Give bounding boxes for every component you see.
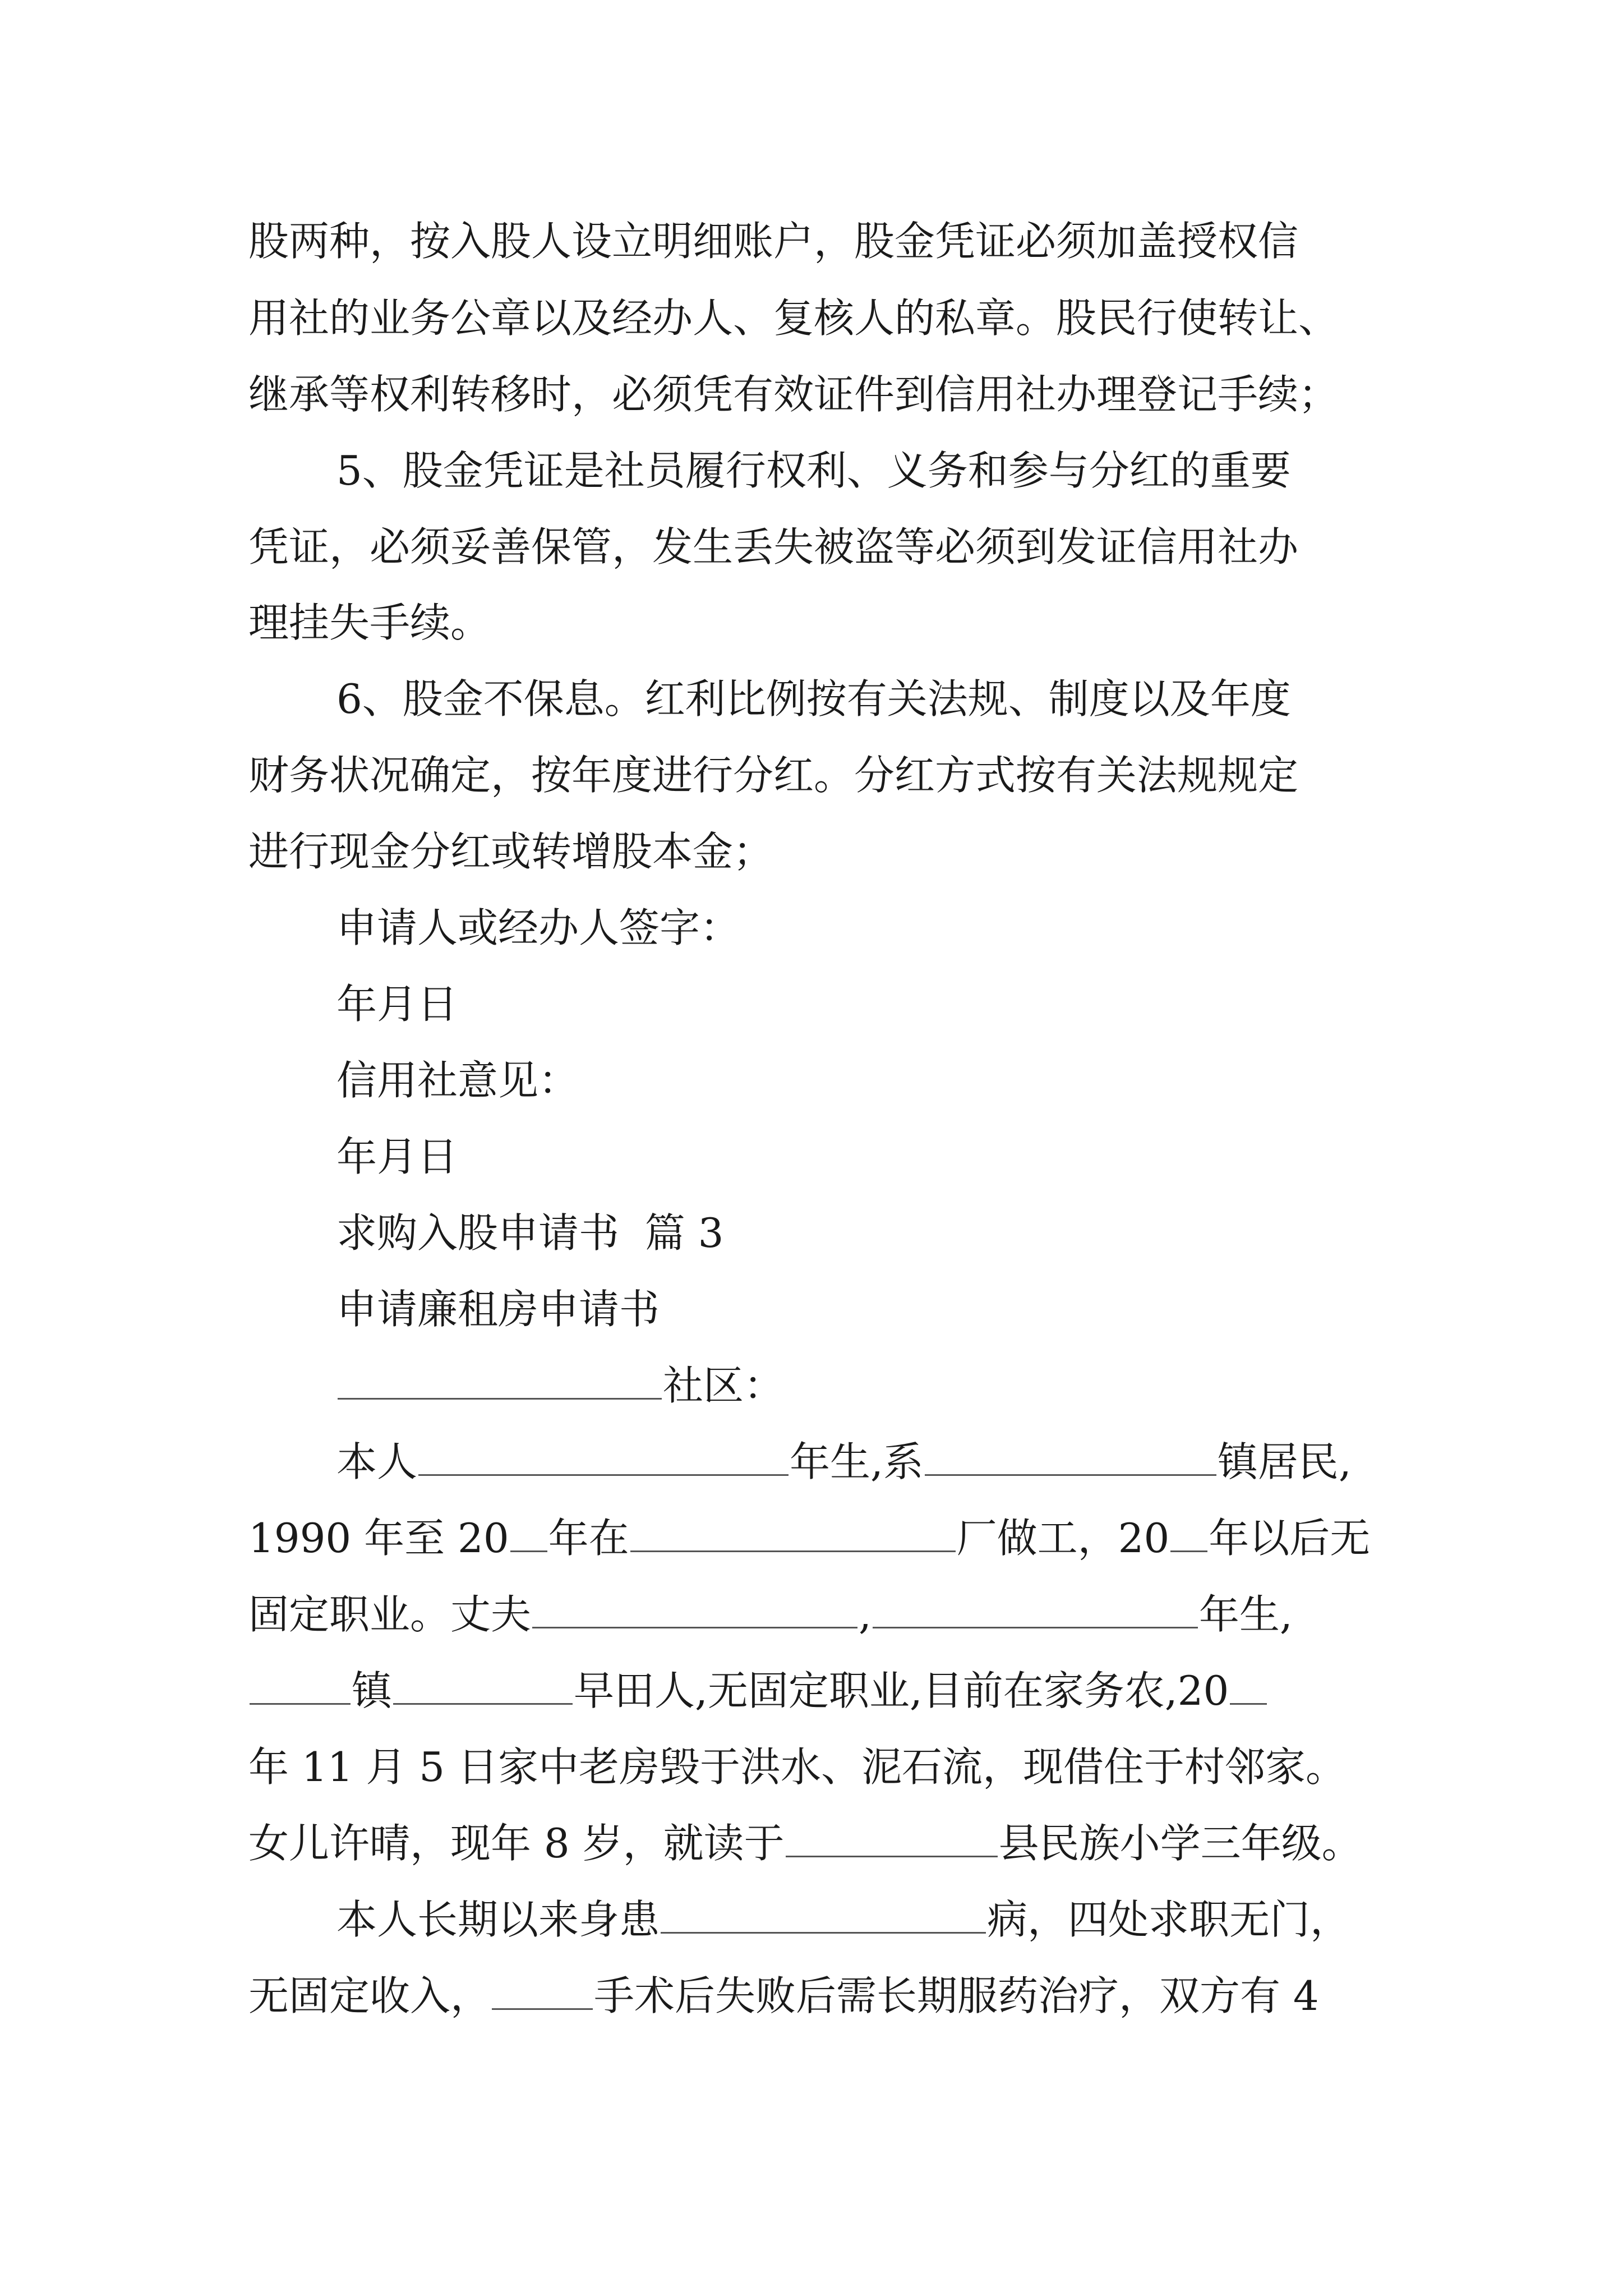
fill-blank[interactable] xyxy=(1230,1664,1267,1705)
text-line xyxy=(248,1511,1370,1565)
fill-blank[interactable] xyxy=(510,1511,547,1552)
text-span: 1990 年至 20 xyxy=(248,1515,509,1562)
date-label: 年月日 xyxy=(336,1133,458,1180)
text-line xyxy=(336,1893,1350,1947)
text-line xyxy=(248,1588,1293,1641)
text-span: , xyxy=(859,1591,872,1638)
text-line: 财务状况确定，按年度进行分红。分红方式按有关法规规定 xyxy=(248,752,1299,799)
community-line xyxy=(336,1359,784,1412)
text-line: 进行现金分红或转增股本金； xyxy=(248,828,774,875)
signature-label: 申请人或经办人签字： xyxy=(336,904,741,951)
text-span: 镇 xyxy=(352,1667,393,1714)
text-span: 病，四处求职无门， xyxy=(987,1896,1351,1943)
text-line: 5、股金凭证是社员履行权利、义务和参与分红的重要 xyxy=(336,447,1291,494)
text-line: 理挂失手续。 xyxy=(248,599,491,646)
text-line xyxy=(248,1664,1268,1718)
text-line: 用社的业务公章以及经办人、复核人的私章。股民行使转让、 xyxy=(248,295,1339,342)
text-span: 年生,系 xyxy=(790,1438,924,1485)
fill-blank[interactable] xyxy=(873,1588,1198,1628)
text-span: 社区： xyxy=(663,1362,785,1409)
text-line xyxy=(248,1816,1362,1870)
fill-blank[interactable] xyxy=(250,1664,351,1705)
text-span: 年生, xyxy=(1198,1591,1293,1638)
fill-blank[interactable] xyxy=(338,1359,662,1400)
text-span: 手术后失败后需长期服药治疗，双方有 4 xyxy=(594,1972,1319,2019)
text-line: 股两种，按入股人设立明细账户，股金凭证必须加盖授权信 xyxy=(248,218,1299,265)
fill-blank[interactable] xyxy=(418,1435,789,1476)
opinion-label: 信用社意见： xyxy=(336,1057,579,1104)
text-span: 镇居民, xyxy=(1217,1438,1352,1485)
text-line: 凭证，必须妥善保管，发生丢失被盗等必须到发证信用社办 xyxy=(248,523,1299,570)
section-heading: 求购入股申请书 篇 3 xyxy=(336,1209,724,1257)
text-span: 年以后无 xyxy=(1209,1515,1371,1562)
text-span: 早田人,无固定职业,目前在家务农,20 xyxy=(574,1667,1229,1714)
fill-blank[interactable] xyxy=(925,1435,1216,1476)
fill-blank[interactable] xyxy=(1170,1511,1207,1552)
text-span: 年在 xyxy=(548,1515,629,1562)
text-span: 女儿许晴，现年 8 岁，就读于 xyxy=(248,1820,785,1867)
text-span: 无固定收入， xyxy=(248,1972,491,2019)
date-label: 年月日 xyxy=(336,981,458,1028)
text-line: 6、股金不保息。红利比例按有关法规、制度以及年度 xyxy=(336,675,1291,723)
text-line: 年 11 月 5 日家中老房毁于洪水、泥石流，现借住于村邻家。 xyxy=(248,1743,1346,1791)
text-line: 继承等权利转移时，必须凭有效证件到信用社办理登记手续； xyxy=(248,371,1339,418)
fill-blank[interactable] xyxy=(393,1664,573,1705)
fill-blank[interactable] xyxy=(661,1893,986,1934)
text-span: 本人 xyxy=(336,1438,418,1485)
text-span: 县民族小学三年级。 xyxy=(998,1820,1362,1867)
fill-blank[interactable] xyxy=(630,1511,956,1552)
text-line xyxy=(248,1969,1319,2023)
text-line xyxy=(336,1435,1352,1489)
fill-blank[interactable] xyxy=(532,1588,857,1628)
fill-blank[interactable] xyxy=(492,1969,593,2010)
fill-blank[interactable] xyxy=(786,1816,998,1857)
text-span: 厂做工，20 xyxy=(956,1515,1170,1562)
document-title: 申请廉租房申请书 xyxy=(336,1286,660,1333)
text-span: 本人长期以来身患 xyxy=(336,1896,660,1943)
text-span: 固定职业。丈夫 xyxy=(248,1591,532,1638)
